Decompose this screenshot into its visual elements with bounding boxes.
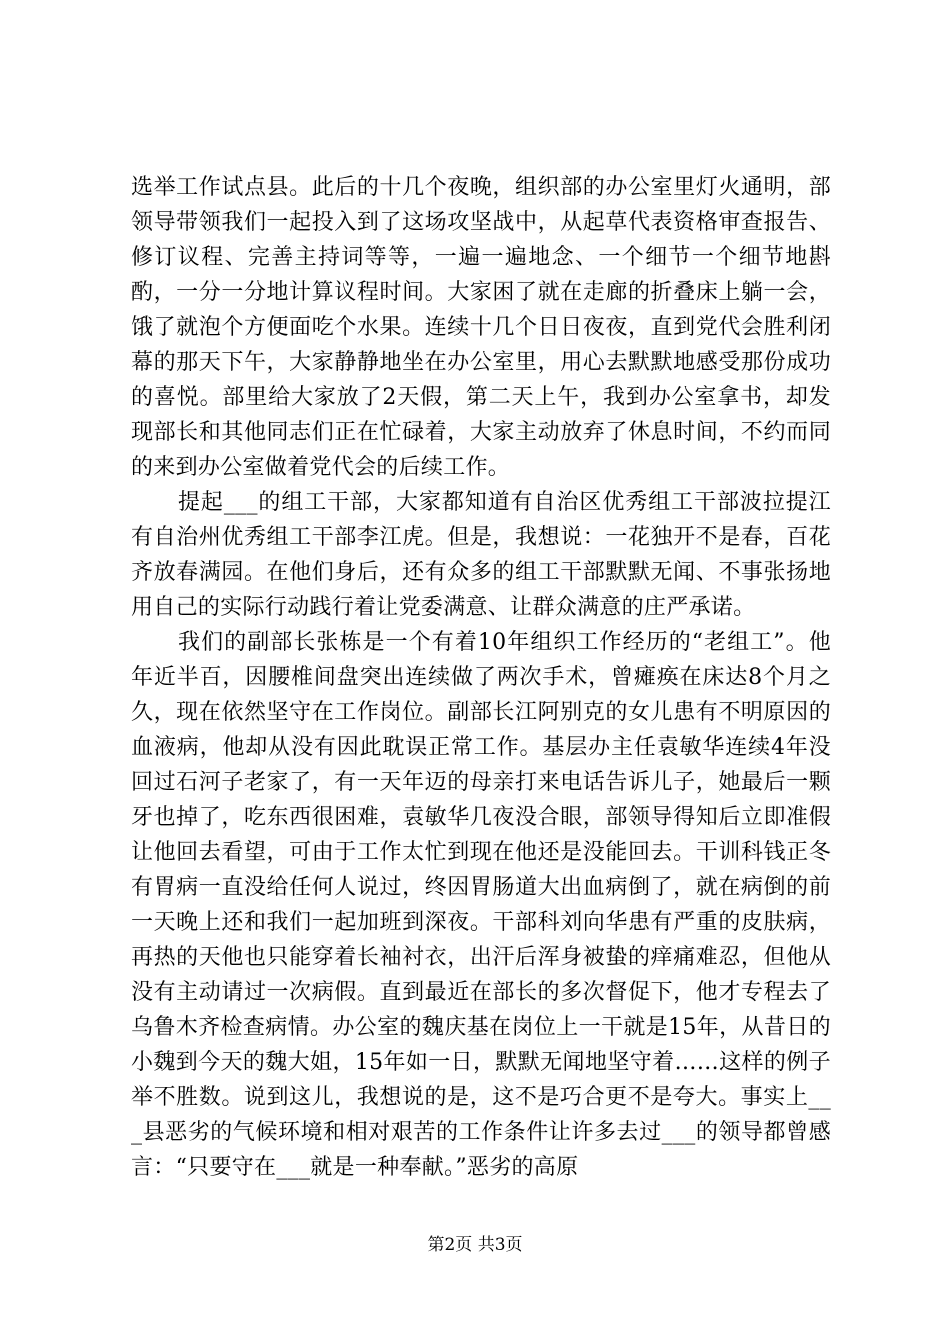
paragraph-1: 选举工作试点县。此后的十几个夜晚，组织部的办公室里灯火通明，部领导带领我们一起投入到了这场攻坚战中，从起草代表资格审查报告、修订议程、完善主持词等等，一遍一遍地念、一个细节一个细节地斟酌，一分一分地计算议程时间。大家困了就在走廊的折叠床上躺一会，饿了就泡个方便面吃个水果。连续十几个日日夜夜，直到党代会胜利闭幕的那天下午，大家静静地坐在办公室里，用心去默默地感受那份成功的喜悦。部里给大家放了2天假，第二天上午，我到办公室拿书，却发现部长和其他同志们正在忙碌着，大家主动放弃了休息时间，不约而同的来到办公室做着党代会的后续工作。	[131, 175, 831, 480]
paragraph-2: 提起___的组工干部，大家都知道有自治区优秀组工干部波拉提江有自治州优秀组工干部李江虎。但是，我想说：一花独开不是春，百花齐放春满园。在他们身后，还有众多的组工干部默默无闻、不事张扬地用自己的实际行动践行着让党委满意、让群众满意的庄严承诺。	[131, 490, 831, 620]
page-footer	[0, 1233, 950, 1257]
page-number-label: 第2页 共3页	[427, 1235, 523, 1255]
document-body	[131, 170, 831, 1185]
paragraph-3: 我们的副部长张栋是一个有着10年组织工作经历的“老组工”。他年近半百，因腰椎间盘突出连续做了两次手术，曾瘫痪在床达8个月之久，现在依然坚守在工作岗位。副部长江阿别克的女儿患有不明原因的血液病，他却从没有因此耽误正常工作。基层办主任袁敏华连续4年没回过石河子老家了，有一天年迈的母亲打来电话告诉儿子，她最后一颗牙也掉了，吃东西很困难，袁敏华几夜没合眼，部领导得知后立即准假让他回去看望，可由于工作太忙到现在他还是没能回去。干训科钱正冬有胃病一直没给任何人说过，终因胃肠道大出血病倒了，就在病倒的前一天晚上还和我们一起加班到深夜。干部科刘向华患有严重的皮肤病，再热的天他也只能穿着长袖衬衣，出汗后浑身被蛰的痒痛难忍，但他从没有主动请过一次病假。直到最近在部长的多次督促下，他才专程去了乌鲁木齐检查病情。办公室的魏庆基在岗位上一干就是15年，从昔日的小魏到今天的魏大姐，15年如一日，默默无闻地坚守着……这样的例子举不胜数。说到这儿，我想说的是，这不是巧合更不是夸大。事实上___县恶劣的气候环境和相对艰苦的工作条件让许多去过___的领导都曾感言：“只要守在___就是一种奉献。”恶劣的高原	[131, 630, 831, 1180]
